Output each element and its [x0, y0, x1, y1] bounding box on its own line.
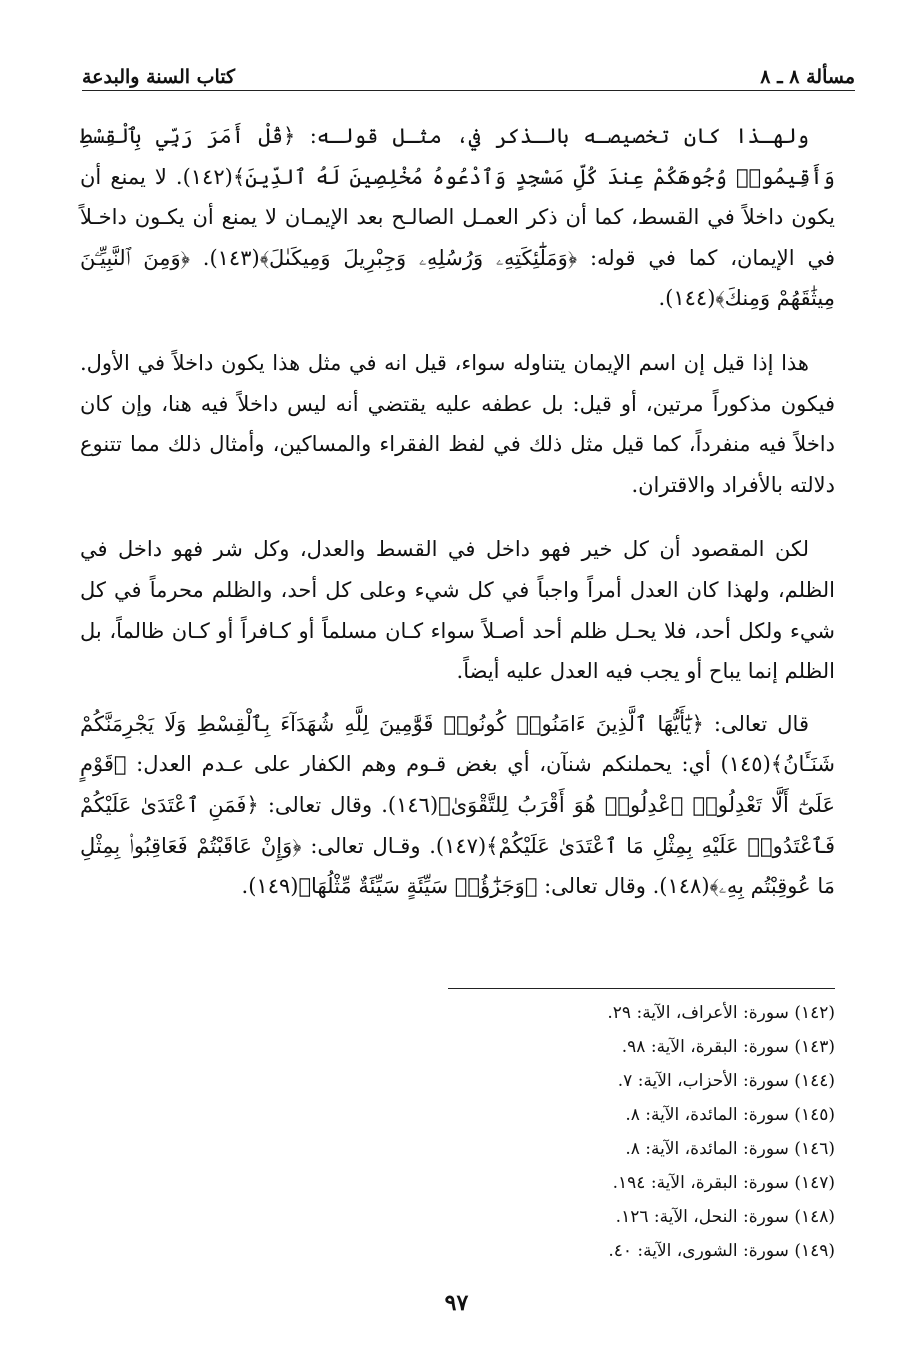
book-title: كتاب السنة والبدعة [82, 66, 236, 88]
footnote-148: (١٤٨) سورة: النحل، الآية: ١٢٦. [615, 1207, 835, 1227]
footnote-149: (١٤٩) سورة: الشورى، الآية: ٤٠. [608, 1241, 835, 1261]
paragraph-1: ولهـذا كان تخصيصـه بالـذكر في، مثـل قولـه: ﴿قُلْ أَمَرَ رَبِّي بِٱلْقِسْطِ وَأَقِيمُوا۟ وُجُوهَكُمْ عِندَ كُلِّ مَسْجِدٍ وَٱدْعُوهُ مُخْلِصِينَ لَهُ ٱلدِّينَ﴾(١٤٢). لا يمنع أن يكون داخلاً في القسط، كما أن ذكر العمـل الصالـح بعد الإيمـان لا يمنع أن يكـون داخـلاً في الإيمان، كما في قوله: ﴿وَمَلَٰٓئِكَتِهِۦ وَرُسُلِهِۦ وَجِبْرِيلَ وَمِيكَىٰلَ﴾(١٤٣). ﴿وَمِنَ ٱلنَّبِيِّـۧنَ مِيثَٰقَهُمْ وَمِنكَ﴾(١٤٤). [80, 124, 835, 311]
footnote-145: (١٤٥) سورة: المائدة، الآية: ٨. [625, 1105, 835, 1125]
footnote-143: (١٤٣) سورة: البقرة، الآية: ٩٨. [621, 1037, 835, 1057]
main-text [80, 116, 835, 931]
footnote-144: (١٤٤) سورة: الأحزاب، الآية: ٧. [617, 1071, 835, 1091]
paragraph-4: قال تعالى: ﴿يَٰٓأَيُّهَا ٱلَّذِينَ ءَامَنُوا۟ كُونُوا۟ قَوَّٰمِينَ لِلَّهِ شُهَدَآءَ بِٱلْقِسْطِ وَلَا يَجْرِمَنَّكُمْ شَنَـَٔانُ﴾(١٤٥) أي: يحملنكم شنآن، أي بغض قـوم وهم الكفار على عـدم العدل: ﴿قَوْمٍ عَلَىٰٓ أَلَّا تَعْدِلُوا۟ ٱعْدِلُوا۟ هُوَ أَقْرَبُ لِلتَّقْوَىٰ﴾(١٤٦). وقال تعالى: ﴿فَمَنِ ٱعْتَدَىٰ عَلَيْكُمْ فَٱعْتَدُوا۟ عَلَيْهِ بِمِثْلِ مَا ٱعْتَدَىٰ عَلَيْكُمْ﴾(١٤٧). وقـال تعالى: ﴿وَإِنْ عَاقَبْتُمْ فَعَاقِبُوا۟ بِمِثْلِ مَا عُوقِبْتُم بِهِۦ﴾(١٤٨). وقال تعالى: ﴿وَجَزَٰٓؤُا۟ سَيِّئَةٍ سَيِّئَةٌ مِّثْلُهَا﴾(١٤٩). [80, 711, 835, 899]
footnote-divider [448, 988, 835, 989]
page-number: ٩٧ [444, 1290, 469, 1316]
paragraph-2: هذا إذا قيل إن اسم الإيمان يتناوله سواء، قيل انه في مثل هذا يكون داخلاً في الأول. فيكون مذكوراً مرتين، أو قيل: بل عطفه عليه يقتضي أنه ليس داخلاً فيه هنا، وإن كان داخلاً فيه منفرداً، كما قيل مثل ذلك في لفظ الفقراء والمساكين، وأمثال ذلك مما تتنوع دلالته بالأفراد والاقتران. [80, 350, 835, 497]
footnote-142: (١٤٢) سورة: الأعراف، الآية: ٢٩. [607, 1003, 835, 1023]
header-divider [82, 90, 855, 91]
section-label: مسألة ٨ ـ ٨ [760, 66, 855, 88]
running-header [82, 58, 855, 88]
footnotes-list [415, 996, 835, 1268]
footnote-147: (١٤٧) سورة: البقرة، الآية: ١٩٤. [612, 1173, 835, 1193]
paragraph-3: لكن المقصود أن كل خير فهو داخل في القسط والعدل، وكل شر فهو داخل في الظلم، ولهذا كان العدل أمراً واجباً في كل شيء وعلى كل أحد، والظلم محرماً في كل شيء ولكل أحد، فلا يحـل ظلم أحد أصـلاً سواء كـان مسلماً أو كـافراً أو كـان ظالماً، بل الظلم إنما يباح أو يجب فيه العدل عليه أيضاً. [80, 537, 835, 684]
footnote-146: (١٤٦) سورة: المائدة، الآية: ٨. [625, 1139, 835, 1159]
